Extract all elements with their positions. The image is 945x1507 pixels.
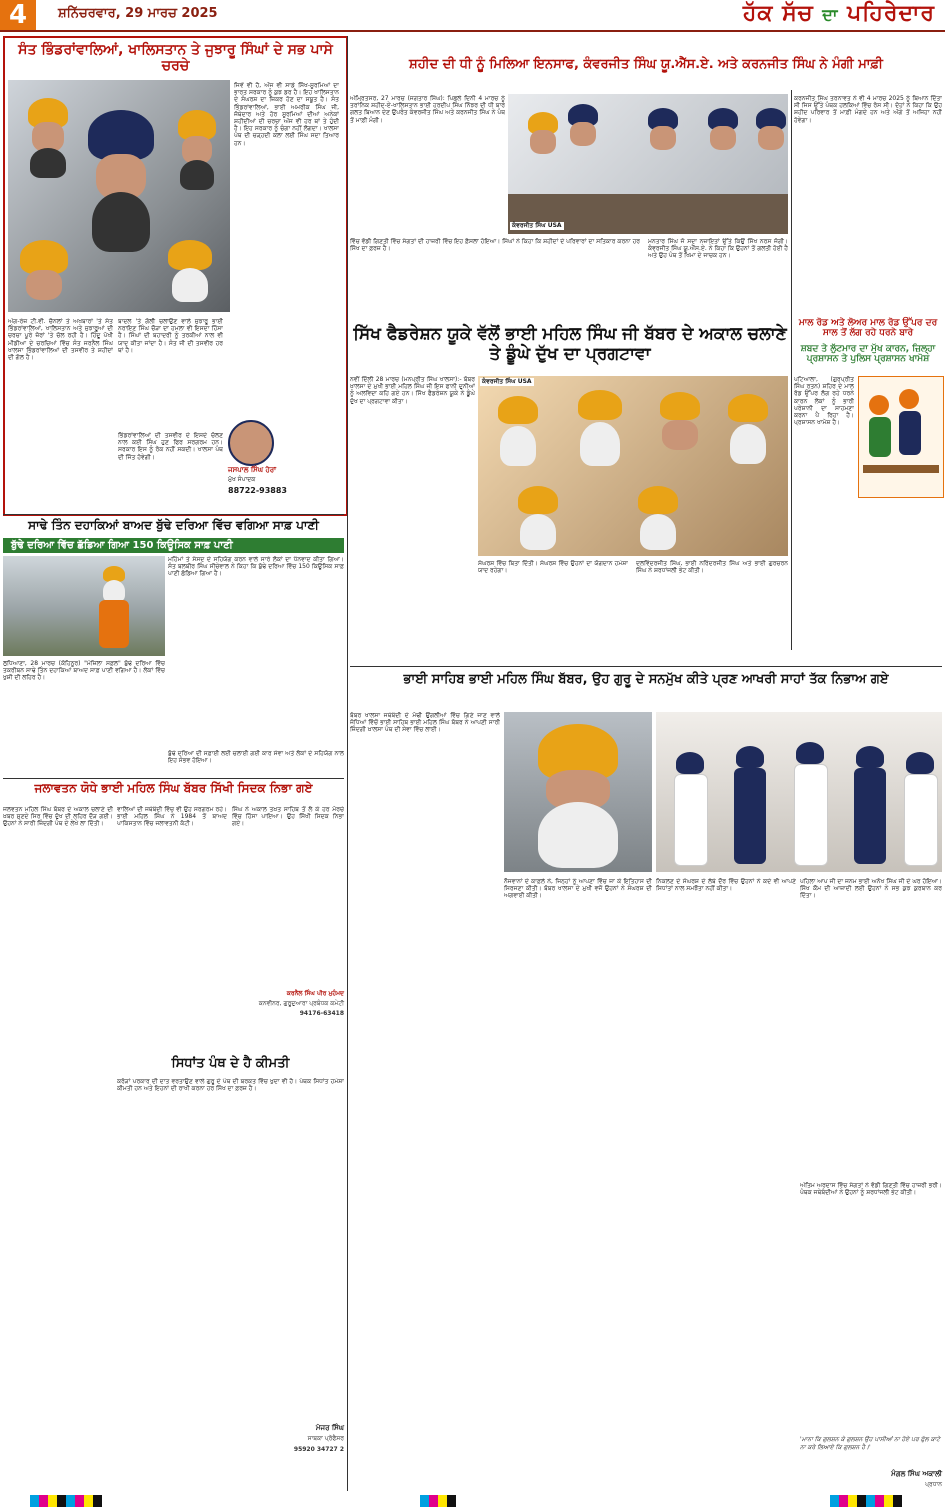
sidhant-headline: ਸਿਧਾਂਤ ਪੰਥ ਦੇ ਹੈ ਕੀਮਤੀ [171,1056,290,1071]
jalawatan-byline-title: ਕਨਵੀਨਰ, ਗੁਰੂਦੁਆਰਾ ਪ੍ਰਬੰਧਕ ਕਮੇਟੀ [258,1000,344,1007]
print-color-bar [420,1495,456,1507]
mid-body-c: ਮਨਤਾਰ ਸਿੰਘ ਜੋ ਸਦਾ ਨਜ਼ਾਇਤਾਂ ਉੱਤੇ ਕਿਉਂ ਸਿੱਖ ਨਰਸ ਜੋਗੀ। ਕੰਵਰਜੀਤ ਸਿੰਘ ਯੂ.ਐੱਸ.ਏ. ਨੇ ਕਿਹਾ ਕਿ ਉਹਨਾਂ ਤੋਂ ਗਲਤੀ ਹੋਈ ਹੈ ਅਤੇ ਉਹ ਪੰਥ ਤੋਂ ਖਿਮਾ ਦੇ ਜਾਚਕ ਹਨ। [648,238,788,260]
mid-photo-caption: ਕੰਵਰਜੀਤ ਸਿੰਘ USA [512,222,562,229]
main-body-d: ਪਹਿਲਾ ਆਪ ਜੀ ਦਾ ਜਨਮ ਭਾਈ ਅਨੋਖ ਸਿੰਘ ਜੀ ਦੇ ਘਰ ਹੋਇਆ। ਸਿੱਖ ਕੌਮ ਦੀ ਆਜ਼ਾਦੀ ਲਈ ਉਹਨਾਂ ਨੇ ਸਭ ਕੁਝ ਕੁਰਬਾਨ ਕਰ ਦਿੱਤਾ। [800,878,942,900]
sikh-fed-photo [478,376,788,556]
masthead-right: ਪਹਿਰੇਦਾਰ [847,1,935,26]
section-rule [3,778,344,779]
patiala-headline-2: ਸ਼ਬਦ ਤੇ ਲੁੱਟਮਾਰ ਦਾ ਮੁੱਖ ਕਾਰਨ, ਜ਼ਿਲ੍ਹਾ ਪ੍ਰਸ਼ਾਸਨ ਤੇ ਪੁਲਿਸ ਪ੍ਰਸ਼ਾਸਨ ਖਾਮੋਸ਼ [800,344,936,365]
budha-body-a: ਮਹਿੰਮਾਂ ਤੇ ਸੰਸਦ ਦੇ ਸਹਿਯੋਗ ਕਰਨ ਵਾਲੇ ਸਾਰੇ ਲੋਕਾਂ ਦਾ ਧੰਨਵਾਦ ਕੀਤਾ ਗਿਆ। ਸੰਤ ਬਲਬੀਰ ਸਿੰਘ ਸੀਚੇਵਾਲ ਨੇ ਕਿਹਾ ਕਿ ਬੁੱਢੇ ਦਰਿਆ ਵਿੱਚ 150 ਕਿਊਸਿਕ ਸਾਫ਼ ਪਾਣੀ ਛੱਡਿਆ ਗਿਆ ਹੈ। [168,556,344,578]
jalawatan-phone: 94176-63418 [299,1010,344,1017]
date-line: ਸ਼ਨਿੱਚਰਵਾਰ, 29 ਮਾਰਚ 2025 [58,6,218,21]
budha-subhead: ਬੁੱਢੇ ਦਰਿਆ ਵਿੱਚ ਛੱਡਿਆ ਗਿਆ 150 ਕਿਊਸਿਕ ਸਾਫ਼ ਪਾਣੀ [3,538,344,553]
sikh-fed-body: ਨਵੀਂ ਦਿੱਲੀ 28 ਮਾਰਚ (ਮਨਪ੍ਰੀਤ ਸਿੰਘ ਖਾਲਸਾ):- ਬੱਬਰ ਖ਼ਾਲਸਾ ਦੇ ਮੁਖੀ ਭਾਈ ਮਹਿਲ ਸਿੰਘ ਜੀ ਇਸ ਫਾਨੀ ਦੁਨੀਆਂ ਨੂੰ ਅਲਵਿਦਾ ਕਹਿ ਗਏ ਹਨ। ਸਿੱਖ ਫੈਡਰੇਸ਼ਨ ਯੂਕੇ ਨੇ ਡੂੰਘੇ ਦੁੱਖ ਦਾ ਪ੍ਰਗਟਾਵਾ ਕੀਤਾ। [350,376,475,405]
page-number: 4 [0,0,36,30]
masthead-left: ਹੱਕ ਸੱਚ [742,1,814,26]
person-portrait-icon [228,420,274,466]
sidhant-byline-title: ਸਾਬਕਾ ਪ੍ਰੋਫੈਸਰ [307,1435,344,1442]
sidhant-body: ਕਰੋੜਾਂ ਪਰਕਾਰ ਦੀ ਦਾਤ ਵਰਤਾਉਣ ਵਾਲੇ ਗੁਰੂ ਦੇ ਪੰਥ ਦੀ ਬਰਕਤ ਵਿੱਚ ਖੁਦਾ ਵੀ ਹੈ। ਪੰਥਕ ਸਿਧਾਂਤ ਹਮੇਸ਼ਾ ਕੀਮਤੀ ਹਨ ਅਤੇ ਇਹਨਾਂ ਦੀ ਰਾਖੀ ਕਰਨਾ ਹਰ ਸਿੱਖ ਦਾ ਫ਼ਰਜ਼ ਹੈ। [117,1078,344,1093]
masthead [743,1,935,26]
print-color-bar [30,1495,102,1507]
cheering-people-icon [858,376,944,498]
main-body-e: ਅੰਤਿਮ ਅਰਦਾਸ ਵਿੱਚ ਸੰਗਤਾਂ ਨੇ ਵੱਡੀ ਗਿਣਤੀ ਵਿੱਚ ਹਾਜ਼ਰੀ ਭਰੀ। ਪੰਥਕ ਜਥੇਬੰਦੀਆਂ ਨੇ ਉਹਨਾਂ ਨੂੰ ਸ਼ਰਧਾਂਜਲੀ ਭੇਟ ਕੀਤੀ। [800,1182,942,1197]
left-phone: 88722-93883 [228,486,287,495]
sikh-fed-body-low-a: ਸੰਘਰਸ਼ ਵਿੱਚ ਬਿਤਾ ਦਿੱਤੀ। ਸੰਘਰਸ਼ ਵਿੱਚ ਉਹਨਾਂ ਦਾ ਯੋਗਦਾਨ ਹਮੇਸ਼ਾ ਯਾਦ ਰਹੇਗਾ। [478,560,628,575]
patiala-body: ਪਟਿਆਲਾ, (ਗੁਰਪ੍ਰੀਤ ਸਿੰਘ ਰਤਨ) ਸ਼ਹਿਰ ਦੇ ਮਾਲ ਰੋਡ ਉੱਪਰ ਲੱਗ ਰਹੇ ਧਰਨੇ ਕਾਰਨ ਲੋਕਾਂ ਨੂੰ ਭਾਰੀ ਪਰੇਸ਼ਾਨੀ ਦਾ ਸਾਹਮਣਾ ਕਰਨਾ ਪੈ ਰਿਹਾ ਹੈ। ਪ੍ਰਸ਼ਾਸਨ ਖਾਮੋਸ਼ ਹੈ। [794,376,854,427]
sikh-fed-photo-caption: ਕੰਵਰਜੀਤ ਸਿੰਘ USA [482,378,532,385]
budha-body-b: ਲੁਧਿਆਣਾ, 28 ਮਾਰਚ (ਕੋਹਿਨੂਰ) "ਮੰਜ਼ਿਲਾ ਸਫ਼ਲ" ਬੁੱਢੇ ਦਰਿਆ ਵਿੱਚ ਤਕਰੀਬਨ ਸਾਢੇ ਤਿੰਨ ਦਹਾਕਿਆਂ ਬਾਅਦ ਸਾਫ਼ ਪਾਣੀ ਵਗਿਆ ਹੈ। ਲੋਕਾਂ ਵਿੱਚ ਖੁਸ਼ੀ ਦੀ ਲਹਿਰ ਹੈ। [3,660,165,682]
main-byline: ਮੰਗਲ ਸਿੰਘ ਅਕਾਲੀ [891,1470,942,1478]
mid-body-a: ਅੰਮ੍ਰਿਤਸਰ, 27 ਮਾਰਚ (ਜਗਤਾਰ ਸਿੰਘ): ਪਿਛਲੇ ਦਿਨੀ 4 ਮਾਰਚ ਨੂੰ ਤਰਾਂਨਿਕ ਸ਼ਹੀਦ-ਏ-ਖਾਲਿਸਤਾਨ ਭਾਈ ਹਰਦੀਪ ਸਿੰਘ ਨਿੱਝਰ ਦੀ ਧੀ ਬਾਰੇ ਗਲਤ ਬਿਆਨ ਦੇਣ ਉਪਰੰਤ ਕੰਵਰਜੀਤ ਸਿੰਘ ਅਤੇ ਕਰਨਜੀਤ ਸਿੰਘ ਨੇ ਪੰਥ ਤੋਂ ਮਾਫ਼ੀ ਮੰਗੀ। [350,95,505,124]
sikh-fed-body-low-b: ਦਲਵਿੰਦਰਜੀਤ ਸਿੰਘ, ਭਾਈ ਨਰਿੰਦਰਜੀਤ ਸਿੰਘ ਅਤੇ ਭਾਈ ਗੁਰਚਰਨ ਸਿੰਘ ਨੇ ਸ਼ਰਧਾਂਜਲੀ ਭੇਟ ਕੀਤੀ। [636,560,788,575]
jalawatan-byline: ਕਰਨੈਲ ਸਿੰਘ ਪੀਰ ਮੁਹੰਮਦ [286,990,344,997]
main-body-c: ਨਿਕਲਣ ਦੇ ਸੰਘਰਸ਼ ਦੇ ਲੰਬੇ ਦੌਰ ਵਿੱਚ ਉਹਨਾਂ ਨੇ ਕਦੇ ਵੀ ਆਪਣੇ ਸਿਧਾਂਤਾਂ ਨਾਲ ਸਮਝੌਤਾ ਨਹੀਂ ਕੀਤਾ। [656,878,796,893]
column-rule [347,36,348,1491]
section-rule [350,666,942,667]
sikh-fed-headline: ਸਿੱਖ ਫੈਡਰੇਸ਼ਨ ਯੂਕੇ ਵੱਲੋਂ ਭਾਈ ਮਹਿਲ ਸਿੰਘ ਜੀ ਬੱਬਰ ਦੇ ਅਕਾਲ ਚਲਾਣੇ ਤੇ ਡੂੰਘੇ ਦੁੱਖ ਦਾ ਪ੍ਰਗਟਾਵਾ [353,324,787,365]
sidhant-phone: 95920 34727 2 [293,1446,344,1453]
main-group-photo [656,712,942,872]
main-quote: 'ਮਾਨਾ ਕਿ ਗੁਲਸ਼ਨ ਕੇ ਗੁਲਸ਼ਨ ਉਹ ਪਾਸੀਆਂ ਨਾ ਹੋਏ ਪਰ ਫੁੱਲ ਕਾਟੇ ਨਾ ਕਰੇ ਲਿਆਏ ਕਿ ਗੁਲਸ਼ਨ ਹੈ।' [800,1436,941,1451]
left-body-a: ਅੰਗ-ਰੇਜ਼ ਟੀ.ਵੀ. ਚੈਨਲਾਂ ਤੇ ਅਖਬਾਰਾਂ 'ਤੇ ਸੰਤ ਭਿੰਡਰਾਂਵਾਲਿਆਂ, ਖਾਲਿਸਤਾਨ ਅਤੇ ਜੁਝਾਰੂਆਂ ਦੀ ਚਰਚਾ ਪੂਰੇ ਜ਼ੋਰਾਂ 'ਤੇ ਚੱਲ ਰਹੀ ਹੈ। ਹਿੰਦੂ ਪੱਖੀ ਮੀਡੀਆ ਦੇ ਚਰਚਿਆਂ ਵਿੱਚ ਸੰਤ ਜਰਨੈਲ ਸਿੰਘ ਖਾਲਸਾ ਭਿੰਡਰਾਂਵਾਲਿਆਂ ਦੀ ਤਸਵੀਰ ਤੇ ਸ਼ਹੀਦਾਂ ਦੀ ਗੱਲ ਹੈ। [8,318,113,362]
left-byline-title: ਮੁੱਖ ਸੰਪਾਦਕ [228,476,256,483]
patiala-headline-1: ਮਾਲ ਰੋਡ ਅਤੇ ਲੋਅਰ ਮਾਲ ਰੋਡ ਉੱਪਰ ਦਰ ਸਾਲ ਤੋਂ ਲੱਗ ਰਹੇ ਧਰਨੇ ਬਾਰੇ [798,318,938,339]
left-headline: ਸੰਤ ਭਿੰਡਰਾਂਵਾਲਿਆਂ, ਖਾਲਿਸਤਾਨ ਤੇ ਜੁਝਾਰੂ ਸਿੰਘਾਂ ਦੇ ਸਭ ਪਾਸੇ ਚਰਚੇ [18,42,333,75]
budha-body-c: ਬੁੱਢੇ ਦਰਿਆ ਦੀ ਸਫ਼ਾਈ ਲਈ ਚਲਾਈ ਗਈ ਕਾਰ ਸੇਵਾ ਅਤੇ ਲੋਕਾਂ ਦੇ ਸਹਿਯੋਗ ਨਾਲ ਇਹ ਸੰਭਵ ਹੋਇਆ। [168,750,344,765]
left-body-c: ਭਿੰਡਰਾਂਵਾਲਿਆਂ ਦੀ ਤਸਵੀਰ ਦੇ ਇਸਦੇ ਚੱਲਣ ਨਾਲ ਕਈ ਸਿੰਘ ਹੁਣ ਫਿਰ ਸਰਗਰਮ ਹਨ। ਸਰਕਾਰ ਇਸ ਨੂੰ ਰੋਕ ਨਹੀਂ ਸਕਦੀ। ਖਾਲਸਾ ਪੰਥ ਦੀ ਜਿੱਤ ਹੋਵੇਗੀ। [118,432,223,461]
column-rule [791,90,792,650]
left-body-right: ਜਿਵੇਂ ਵੀ ਹੈ, ਅੱਜ ਵੀ ਸਾਡੇ ਸਿੱਖ-ਸੂਰਮਿਆਂ ਦਾ ਭਾਰਤ ਸਰਕਾਰ ਨੂੰ ਕੁਝ ਡਰ ਹੈ। ਇਹ ਖਾਲਿਸਤਾਨ ਦੇ ਸੰਘਰਸ਼ ਦਾ ਜ਼ਿਕਰ ਹੋਣ ਦਾ ਸਬੂਤ ਹੈ। ਸੰਤ ਭਿੰਡਰਾਂਵਾਲਿਆਂ, ਭਾਈ ਅਮਰੀਕ ਸਿੰਘ ਜੀ, ਜੱਥੇਦਾਰ ਅਤੇ ਹੋਰ ਸੂਰਮਿਆਂ ਦੀਆਂ ਅਨੇਕਾਂ ਸ਼ਹੀਦੀਆਂ ਦੀ ਚਰਚਾ ਅੱਜ ਵੀ ਹਰ ਥਾਂ ਤੇ ਹੁੰਦੀ ਹੈ। ਇਹ ਸਰਕਾਰ ਨੂੰ ਚੰਗਾ ਨਹੀਂ ਲੱਗਦਾ। ਖਾਲਸਾ ਪੰਥ ਦੀ ਚੜ੍ਹਦੀ ਕਲਾ ਲਈ ਸਿੰਘ ਸਦਾ ਤਿਆਰ ਹਨ। [234,82,339,147]
right-top-body: ਕਰਨਜੀਤ ਸਿੰਘ ਤਰਨਾਵਤ ਨੇ ਵੀ 4 ਮਾਰਚ 2025 ਨੂੰ ਬਿਆਨ ਦਿੱਤਾ ਸੀ ਜਿਸ ਉੱਤੇ ਪੰਥਕ ਹਲਕਿਆਂ ਵਿੱਚ ਰੋਸ ਸੀ। ਦੋਹਾਂ ਨੇ ਕਿਹਾ ਕਿ ਉਹ ਸ਼ਹੀਦ ਪਰਿਵਾਰ ਤੋਂ ਮਾਫ਼ੀ ਮੰਗਦੇ ਹਨ ਅਤੇ ਅੱਗੇ ਤੋਂ ਅਜਿਹਾ ਨਹੀਂ ਹੋਵੇਗਾ। [794,95,942,124]
main-headline: ਭਾਈ ਸਾਹਿਬ ਭਾਈ ਮਹਿਲ ਸਿੰਘ ਬੱਬਰ, ਉਹ ਗੁਰੂ ਦੇ ਸਨਮੁੱਖ ਕੀਤੇ ਪ੍ਰਣ ਆਖਰੀ ਸਾਹਾਂ ਤੱਕ ਨਿਭਾਅ ਗਏ [403,672,889,687]
jalawatan-body-c: ਸਿੰਘ ਨੇ ਅਕਾਲ ਤਖ਼ਤ ਸਾਹਿਬ ਤੋਂ ਲੈ ਕੇ ਹਰ ਮੋਰਚੇ ਵਿੱਚ ਹਿੱਸਾ ਪਾਇਆ। ਉਹ ਸਿੱਖੀ ਸਿਦਕ ਨਿਭਾ ਗਏ। [232,806,344,828]
mid-headline: ਸ਼ਹੀਦ ਦੀ ਧੀ ਨੂੰ ਮਿਲਿਆ ਇਨਸਾਫ, ਕੰਵਰਜੀਤ ਸਿੰਘ ਯੂ.ਐੱਸ.ਏ. ਅਤੇ ਕਰਨਜੀਤ ਸਿੰਘ ਨੇ ਮੰਗੀ ਮਾਫ਼ੀ [409,57,883,72]
print-color-bar [830,1495,902,1507]
mid-body-b: ਵਿੱਚ ਵੱਡੀ ਗਿਣਤੀ ਵਿੱਚ ਸੰਗਤਾਂ ਦੀ ਹਾਜ਼ਰੀ ਵਿੱਚ ਇਹ ਫ਼ੈਸਲਾ ਹੋਇਆ। ਸਿੰਘਾਂ ਨੇ ਕਿਹਾ ਕਿ ਸ਼ਹੀਦਾਂ ਦੇ ਪਰਿਵਾਰਾਂ ਦਾ ਸਤਿਕਾਰ ਕਰਨਾ ਹਰ ਸਿੱਖ ਦਾ ਫ਼ਰਜ਼ ਹੈ। [350,238,640,253]
main-body-a: ਬੱਬਰ ਖਾਲਸਾ ਜਥੇਬੰਦੀ ਦੇ ਮੋਢੀ ਉਂਗਲੀਆਂ ਵਿੱਚ ਗਿਣੇ ਜਾਣ ਵਾਲੇ ਜੋਧਿਆਂ ਵਿੱਚੋਂ ਭਾਈ ਸਾਹਿਬ ਭਾਈ ਮਹਿਲ ਸਿੰਘ ਬੱਬਰ ਨੇ ਆਪਣੀ ਸਾਰੀ ਜ਼ਿੰਦਗੀ ਖ਼ਾਲਸਾ ਪੰਥ ਦੀ ਸੇਵਾ ਵਿੱਚ ਲਾਈ। [350,712,500,734]
budha-headline: ਸਾਢੇ ਤਿੰਨ ਦਹਾਕਿਆਂ ਬਾਅਦ ਬੁੱਢੇ ਦਰਿਆ ਵਿੱਚ ਵਗਿਆ ਸਾਫ਼ ਪਾਣੀ [28,518,319,532]
jalawatan-body-a: ਜਲਵਤਨ ਮਹਿਲ ਸਿੰਘ ਬੱਬਰ ਦੇ ਅਕਾਲ ਚਲਾਣੇ ਦੀ ਖ਼ਬਰ ਸੁਣਦੇ ਸਿਰ ਵਿੱਚ ਦੁੱਖ ਦੀ ਲਹਿਰ ਦੌੜ ਗਈ। ਉਹਨਾਂ ਨੇ ਸਾਰੀ ਜ਼ਿੰਦਗੀ ਪੰਥ ਦੇ ਲੇਖੇ ਲਾ ਦਿੱਤੀ। [3,806,113,828]
main-portrait-photo [504,712,652,872]
collage-photo [8,80,230,312]
jalawatan-body-b: ਵਾਲਿਆਂ ਦੀ ਜਥੇਬੰਦੀ ਵਿੱਚ ਵੀ ਉਹ ਸਰਗਰਮ ਰਹੇ। ਭਾਈ ਮਹਿਲ ਸਿੰਘ ਨੇ 1984 ਤੋਂ ਬਾਅਦ ਪਾਕਿਸਤਾਨ ਵਿੱਚ ਜਲਾਵਤਨੀ ਕੱਟੀ। [117,806,227,828]
mid-group-photo [508,94,788,234]
main-byline-title: ਪ੍ਰਧਾਨ [925,1481,942,1488]
left-byline: ਜਸਪਾਲ ਸਿੰਘ ਹੇਰਾਂ [228,466,277,474]
masthead-mid: ਦਾ [822,5,839,24]
left-body-b: ਬਾਦਲ 'ਤੇ ਗੋਲੀ ਚਲਾਉਣ ਵਾਲੇ ਜੁਝਾਰੂ ਭਾਈ ਨਰਾਇਣ ਸਿੰਘ ਚੌੜਾ ਦਾ ਹਮਲਾ ਵੀ ਇਸਦਾ ਹਿੱਸਾ ਹੈ। ਸਿੰਘਾਂ ਦੀ ਬਹਾਦਰੀ ਨੂੰ ਤਰਕੀਆਂ ਨਾਲ ਵੀ ਯਾਦ ਕੀਤਾ ਜਾਂਦਾ ਹੈ। ਸੰਤ ਜੀ ਦੀ ਤਸਵੀਰ ਹਰ ਥਾਂ ਹੈ। [118,318,223,354]
main-body-b: ਨੌਜਵਾਨਾਂ ਦੇ ਕਾਫ਼ਲੇ ਨੇ, ਜਿਨ੍ਹਾਂ ਨੂੰ ਆਪਣਾ ਵਿੱਚ ਜਾ ਕੇ ਇਤਿਹਾਸ ਦੀ ਸਿਰਜਣਾ ਕੀਤੀ। ਬੱਬਰ ਖਾਲਸਾ ਦੇ ਮੁਖੀ ਵਜੋਂ ਉਹਨਾਂ ਨੇ ਸੰਘਰਸ਼ ਦੀ ਅਗਵਾਈ ਕੀਤੀ। [504,878,652,900]
sidhant-byline: ਮੇਜਰ ਸਿੰਘ [315,1424,344,1432]
jalawatan-headline: ਜਲਾਵਤਨ ਯੋਧੇ ਭਾਈ ਮਹਿਲ ਸਿੰਘ ਬੱਬਰ ਸਿੱਖੀ ਸਿਦਕ ਨਿਭਾ ਗਏ [34,781,313,795]
budha-photo [3,556,165,656]
section-rule [3,514,344,515]
